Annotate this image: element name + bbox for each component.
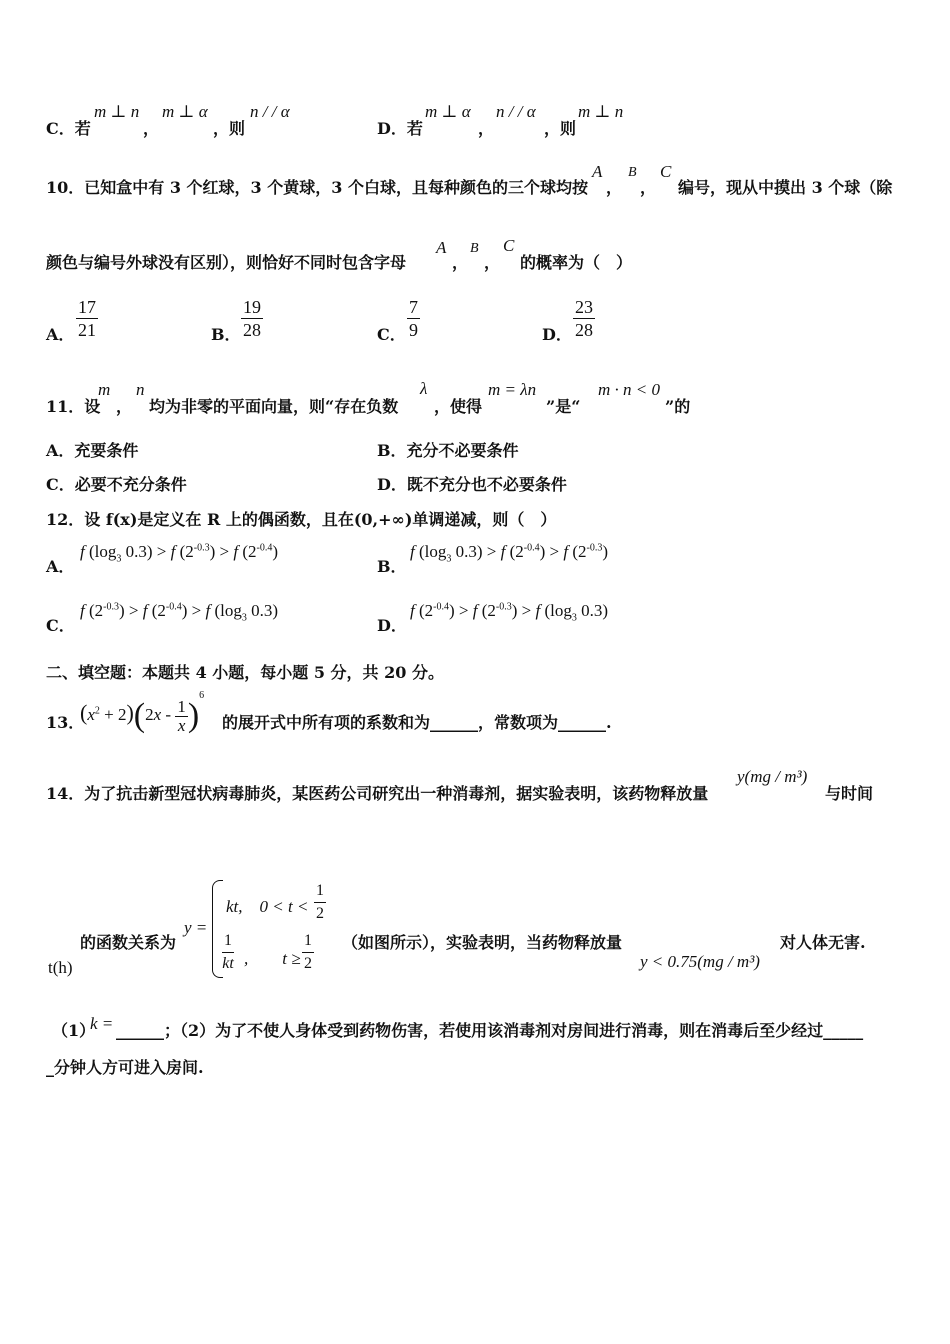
q14-unit-y: y(mg / m³)	[737, 767, 808, 786]
q11-t2: 均为非零的平面向量，则“存在负数	[149, 397, 399, 416]
q11-lambda: λ	[420, 379, 428, 398]
q9-option-d-label: D．若	[377, 119, 423, 138]
q10-comma-4: ，	[484, 253, 501, 272]
q11-t4: ”是“	[546, 397, 581, 416]
q9-c-math-3: n / / α	[250, 102, 290, 121]
q11-option-c: C．必要不充分条件	[46, 475, 187, 494]
q10-line1: 10．已知盒中有 3 个红球，3 个黄球，3 个白球，且每种颜色的三个球均按	[46, 178, 588, 197]
q14-y-eq: y =	[184, 918, 208, 937]
q14-last-line: _分钟人方可进入房间.	[46, 1058, 204, 1077]
q10-option-a-label: A．	[46, 325, 75, 344]
q14-mid: （如图所示），实验表明，当药物释放量	[342, 933, 623, 952]
q10-option-c-label: C．	[377, 325, 406, 344]
q10-comma-1: ，	[606, 178, 623, 197]
q14-case-2: , t ≥	[244, 949, 301, 968]
q10-line2: 颜色与编号外球没有区别），则恰好不同时包含字母	[46, 253, 407, 272]
q13-number: 13．	[46, 713, 85, 732]
q10-letter-c: C	[660, 162, 672, 181]
q10-letter-c-2: C	[503, 236, 515, 255]
q12-option-b-expr: f ($\log_3$ 0.3) > f $(2^{-0.4}) > f$ $(2^{-0.3})$	[410, 542, 609, 565]
q11-eq2: m · n < 0	[598, 380, 660, 399]
q10-letter-b: B	[628, 165, 637, 180]
q10-letter-a: A	[592, 162, 603, 181]
q10-option-d-fraction: 23 28	[575, 297, 593, 340]
q14-line1: 14．为了抗击新型冠状病毒肺炎，某医药公司研究出一种消毒剂，据实验表明，该药物释放量	[46, 784, 709, 803]
q9-d-sep-2: ，则	[544, 119, 577, 138]
q10-comma-2: ，	[640, 178, 657, 197]
q11-t5: ”的	[665, 397, 691, 416]
q10-option-b-label: B．	[211, 325, 241, 344]
q11-n: n	[136, 380, 145, 399]
q14-condition: y < 0.75(mg / m³)	[640, 952, 760, 971]
q14-func-label: 的函数关系为	[80, 933, 177, 952]
q14-case-1-half: 1 2	[316, 882, 324, 922]
q12-option-a-expr: f ($\log_3$ 0.3) > f $(2^{-0.3}) > f$ $(2^{-0.4})$	[80, 542, 279, 565]
q14-part-1: （1）	[52, 1021, 96, 1040]
q9-c-sep-2: ，则	[213, 119, 246, 138]
q9-c-math-2: m ⊥ α	[162, 102, 208, 121]
q10-option-a-fraction: 17 21	[78, 297, 96, 340]
q9-d-math-2: n / / α	[496, 102, 536, 121]
q10-option-c-fraction: 7 9	[409, 297, 418, 340]
q14-k-eq: k =	[90, 1014, 114, 1033]
q9-c-sep-1: ，	[143, 119, 160, 138]
q11-option-b: B．充分不必要条件	[377, 441, 519, 460]
q9-c-math-1: m ⊥ n	[94, 102, 140, 121]
q12-option-b-label: B．	[377, 557, 407, 576]
q13-text: 的展开式中所有项的系数和为______，常数项为______.	[222, 713, 612, 732]
q14-safe: 对人体无害.	[780, 933, 866, 952]
q12-option-d-expr: f $(2^{-0.4}) > f$ $(2^{-0.3}) > f$ ($\log_3$ 0.3)	[410, 601, 609, 624]
q9-d-math-3: m ⊥ n	[578, 102, 624, 121]
q10-comma-3: ，	[452, 253, 469, 272]
section-2-heading: 二、填空题：本题共 4 小题，每小题 5 分，共 20 分。	[46, 663, 444, 682]
q12-option-c-expr: f $(2^{-0.3}) > f$ $(2^{-0.4}) > f$ ($\log_3$ 0.3)	[80, 601, 279, 624]
q10-letter-a-2: A	[436, 238, 447, 257]
q11-comma: ，	[116, 397, 133, 416]
q10-line2-end: 的概率为（ ）	[520, 253, 633, 272]
q12-option-d-label: D．	[377, 616, 407, 635]
q9-d-sep-1: ，	[478, 119, 495, 138]
q11-t3: ，使得	[434, 397, 483, 416]
q14-t-label: t(h)	[48, 958, 73, 977]
q12-option-a-label: A．	[46, 557, 75, 576]
q9-option-c-label: C．若	[46, 119, 91, 138]
q12-stem: 12．设 f(x)是定义在 R 上的偶函数，且在(0,+∞)单调递减，则（ ）	[46, 510, 557, 529]
q11-option-a: A．充要条件	[46, 441, 139, 460]
q14-part-rest: ______；（2）为了不使人身体受到药物伤害，若使用该消毒剂对房间进行消毒，则在消毒后至少经过_____	[116, 1021, 864, 1040]
q10-option-d-label: D．	[542, 325, 572, 344]
q10-option-b-fraction: 19 28	[243, 297, 261, 340]
q11-option-d: D．既不充分也不必要条件	[377, 475, 567, 494]
q14-line1-end: 与时间	[825, 784, 874, 803]
q14-case-1: kt, 0 < t <	[226, 897, 309, 916]
q12-option-c-label: C．	[46, 616, 75, 635]
q11-m: m	[98, 380, 111, 399]
q10-line1-end: 编号，现从中摸出 3 个球（除	[678, 178, 893, 197]
q13-expression: $(x^2 + 2)(2x$ - $\frac{1}{x}$ )$^6$	[80, 690, 205, 735]
q11-eq1: m = λn	[488, 380, 537, 399]
q11-t1: 11．设	[46, 397, 101, 416]
q10-letter-b-2: B	[470, 241, 479, 256]
q14-case-2-fraction: 1 kt	[222, 932, 234, 972]
q14-case-2-half: 1 2	[304, 932, 312, 972]
q9-d-math-1: m ⊥ α	[425, 102, 471, 121]
